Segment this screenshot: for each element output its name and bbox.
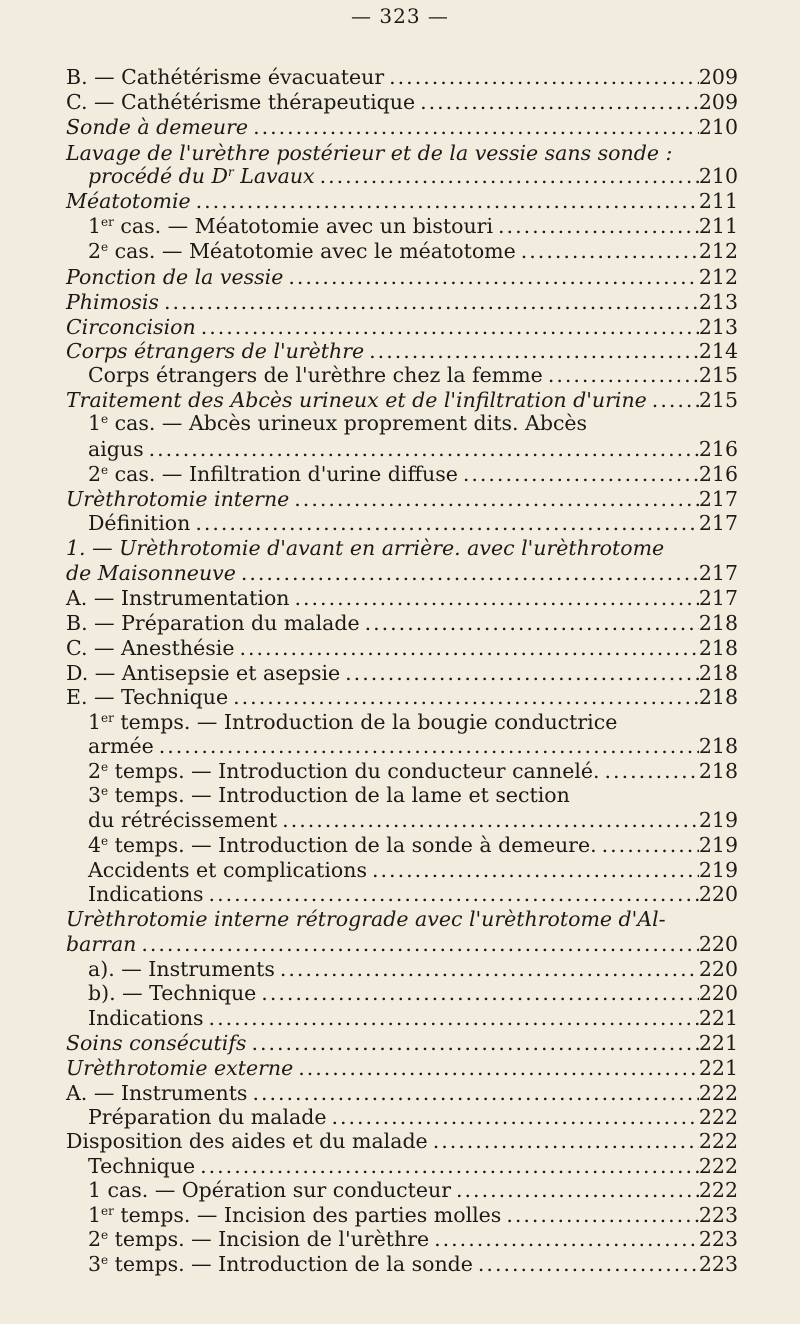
toc-entry-title [66, 289, 159, 315]
dot-leader [191, 188, 699, 214]
toc-page-number: 209 [698, 90, 738, 114]
toc-entry-title [88, 807, 277, 833]
dot-leader [195, 1153, 699, 1179]
entry-text-tail: cas. — Infiltration d'urine diffuse [108, 462, 458, 486]
dot-leader [204, 1005, 699, 1031]
dot-leader [283, 264, 699, 290]
dot-leader [473, 1251, 699, 1277]
entry-text-tail: temps. — Incision de l'urèthre [108, 1227, 430, 1251]
toc-page-number: 212 [698, 265, 738, 289]
entry-text: 1 [88, 1203, 102, 1227]
dot-leader [597, 832, 699, 858]
entry-text: 3 [88, 783, 102, 807]
entry-text: a). — Instruments [88, 957, 275, 981]
entry-text: 2 [88, 1227, 102, 1251]
dot-leader [458, 461, 699, 487]
toc-entry-title [88, 436, 144, 462]
toc-entry-title [88, 758, 600, 784]
toc-entry [88, 807, 738, 833]
entry-text: B. — Préparation du malade [66, 611, 360, 635]
dot-leader [451, 1177, 699, 1203]
entry-text: barran [66, 932, 137, 956]
ordinal-superscript: e [101, 240, 109, 254]
entry-text: Circoncision [66, 315, 196, 339]
toc-page-number: 219 [698, 858, 738, 882]
toc-entry [88, 362, 738, 388]
toc-entry-title [66, 1030, 246, 1056]
toc-page-number: 214 [698, 339, 738, 363]
dot-leader [248, 114, 699, 140]
toc-entry [66, 560, 738, 586]
entry-text: Soins consécutifs [66, 1031, 247, 1055]
toc-entry [66, 486, 738, 512]
ordinal-superscript: e [101, 760, 109, 774]
entry-text: A. — Instruments [66, 1081, 248, 1105]
toc-entry-title [66, 931, 136, 957]
entry-text: Technique [88, 1154, 196, 1178]
entry-text: Corps étrangers de l'urèthre [66, 339, 365, 363]
entry-text-tail: temps. — Incision des parties molles [113, 1203, 502, 1227]
toc-entry [66, 610, 738, 636]
dot-leader [228, 684, 699, 710]
toc-page-number: 223 [698, 1252, 738, 1276]
toc-entry-title [66, 64, 384, 90]
toc-entry-title [66, 338, 364, 364]
entry-text: Sonde à demeure [66, 115, 249, 139]
toc-page-number: 211 [698, 214, 738, 238]
toc-entry-title [88, 1153, 195, 1179]
toc-entry [88, 1226, 738, 1252]
toc-page-number: 210 [698, 115, 738, 139]
ordinal-superscript: e [101, 784, 109, 798]
dot-leader [234, 635, 698, 661]
toc-entry [88, 163, 738, 189]
dot-leader [277, 807, 699, 833]
toc-page-number: 222 [698, 1178, 738, 1202]
toc-page-number: 220 [698, 957, 738, 981]
entry-text: 3 [88, 1252, 102, 1276]
toc-page-number: 222 [698, 1081, 738, 1105]
toc-entry [88, 1177, 738, 1203]
toc-entry [88, 733, 738, 759]
entry-text: B. — Cathétérisme évacuateur [66, 65, 385, 89]
toc-entry [88, 1202, 738, 1228]
dot-leader [204, 881, 699, 907]
entry-text-tail: cas. — Méatotomie avec un bistouri [113, 214, 494, 238]
entry-text: Phimosis [66, 290, 159, 314]
toc-entry [88, 832, 738, 858]
toc-page-number: 222 [698, 1154, 738, 1178]
toc-entry-line [66, 535, 738, 561]
entry-text-tail: cas. — Abcès urineux proprement dits. Abcès [108, 411, 588, 435]
entry-text-tail: temps. — Introduction du conducteur cannelé. [108, 759, 600, 783]
toc-page-number: 213 [698, 315, 738, 339]
entry-text: Accidents et complications [88, 858, 368, 882]
toc-page-number: 215 [698, 388, 738, 412]
toc-entry-title [66, 314, 196, 340]
dot-leader [600, 758, 699, 784]
dot-leader [136, 931, 698, 957]
entry-text: 2 [88, 462, 102, 486]
entry-text: 4 [88, 833, 102, 857]
toc-page-number: 217 [698, 561, 738, 585]
entry-text: C. — Cathétérisme thérapeutique [66, 90, 416, 114]
toc-entry [88, 238, 738, 264]
toc-entry-title [88, 213, 493, 239]
toc-entry-line [66, 906, 738, 932]
dot-leader [190, 510, 699, 536]
toc-entry-title [66, 585, 290, 611]
entry-text: 1. — Urèthrotomie d'avant en arrière. avec l'urèthrotome [66, 536, 665, 560]
entry-text: Urèthrotomie interne [66, 487, 290, 511]
toc-entry [88, 857, 738, 883]
toc-entry-title [66, 660, 340, 686]
toc-page-number: 217 [698, 511, 738, 535]
toc-entry-title [66, 684, 228, 710]
toc-page-number: 222 [698, 1105, 738, 1129]
toc-entry-title [88, 1177, 451, 1203]
ordinal-superscript: e [101, 834, 109, 848]
toc-entry-title [66, 114, 248, 140]
ordinal-superscript: er [101, 711, 114, 725]
dot-leader [501, 1202, 699, 1228]
dot-leader [315, 163, 699, 189]
entry-text: de Maisonneuve [66, 561, 236, 585]
entry-text: Disposition des aides et du malade [66, 1129, 428, 1153]
toc-entry-title [66, 1055, 293, 1081]
toc-entry-title [66, 635, 234, 661]
toc-entry [88, 881, 738, 907]
dot-leader [364, 338, 699, 364]
toc-entry [66, 114, 738, 140]
toc-entry [88, 213, 738, 239]
toc-entry [66, 64, 738, 90]
toc-entry [66, 1055, 738, 1081]
entry-text: aigus [88, 437, 144, 461]
entry-text: 1 cas. — Opération sur conducteur [88, 1178, 452, 1202]
toc-entry [66, 89, 738, 115]
ordinal-superscript: e [101, 1228, 109, 1242]
toc-entry [88, 1251, 738, 1277]
toc-entry-title [66, 560, 236, 586]
toc-page-number: 216 [698, 437, 738, 461]
ordinal-superscript: er [101, 215, 114, 229]
toc-entry [88, 1104, 738, 1130]
toc-entry [66, 264, 738, 290]
toc-page-number: 218 [698, 611, 738, 635]
toc-entry-title [66, 188, 191, 214]
entry-text: Corps étrangers de l'urèthre chez la femme [88, 363, 543, 387]
ordinal-superscript: r [227, 165, 234, 179]
dot-leader [493, 213, 699, 239]
toc-entry-title [88, 980, 256, 1006]
entry-text: 1 [88, 411, 102, 435]
toc-entry [66, 585, 738, 611]
dot-leader [326, 1104, 698, 1130]
entry-text: Urèthrotomie externe [66, 1056, 294, 1080]
toc-entry-title [88, 510, 190, 536]
toc-entry-line [88, 709, 738, 735]
dot-leader [154, 733, 699, 759]
toc-entry-title [88, 1226, 429, 1252]
entry-text: E. — Technique [66, 685, 229, 709]
dot-leader [159, 289, 699, 315]
dot-leader [144, 436, 699, 462]
toc-page-number: 210 [698, 164, 738, 188]
entry-text-tail: temps. — Introduction de la bougie conductrice [113, 710, 618, 734]
toc-page-number: 220 [698, 932, 738, 956]
toc-entry-line [88, 410, 738, 436]
dot-leader [384, 64, 699, 90]
dot-leader [516, 238, 699, 264]
toc-page-number: 220 [698, 882, 738, 906]
dot-leader [429, 1226, 699, 1252]
dot-leader [293, 1055, 699, 1081]
entry-text: Indications [88, 882, 204, 906]
toc-entry-title [66, 486, 289, 512]
toc-entry [66, 314, 738, 340]
toc-page-number: 218 [698, 661, 738, 685]
toc-page-number: 221 [698, 1031, 738, 1055]
entry-text-tail: temps. — Introduction de la sonde à demeure. [108, 833, 597, 857]
entry-text: A. — Instrumentation [66, 586, 290, 610]
entry-text: Ponction de la vessie [66, 265, 284, 289]
toc-page-number: 218 [698, 685, 738, 709]
toc-entry [66, 289, 738, 315]
toc-entry-title [66, 264, 283, 290]
dot-leader [196, 314, 699, 340]
toc-entry [66, 635, 738, 661]
toc-entry [66, 1128, 738, 1154]
entry-text: 2 [88, 239, 102, 263]
toc-entry [88, 1153, 738, 1179]
toc-page-number: 219 [698, 808, 738, 832]
ordinal-superscript: er [101, 1204, 114, 1218]
toc-page-number: 219 [698, 833, 738, 857]
toc-entry-title [88, 362, 543, 388]
entry-text: Indications [88, 1006, 204, 1030]
entry-text-tail: Lavaux [233, 164, 315, 188]
entry-text: procédé du D [88, 164, 228, 188]
toc-page-number: 216 [698, 462, 738, 486]
toc-entry-title [66, 89, 415, 115]
toc-page-number: 217 [698, 586, 738, 610]
toc-entry-line [88, 782, 738, 808]
toc-page-number: 221 [698, 1006, 738, 1030]
entry-text: C. — Anesthésie [66, 636, 235, 660]
toc-entry [66, 684, 738, 710]
dot-leader [360, 610, 699, 636]
toc-entry-title [66, 610, 360, 636]
toc-entry-title [88, 733, 154, 759]
ordinal-superscript: e [101, 463, 109, 477]
entry-text: armée [88, 734, 154, 758]
dot-leader [290, 585, 699, 611]
toc-page-number: 218 [698, 636, 738, 660]
toc-page-number: 221 [698, 1056, 738, 1080]
dot-leader [367, 857, 699, 883]
toc-page-number: 218 [698, 734, 738, 758]
toc-page-number: 222 [698, 1129, 738, 1153]
entry-text: 1 [88, 214, 102, 238]
toc-entry [66, 338, 738, 364]
dot-leader [256, 980, 699, 1006]
entry-text: du rétrécissement [88, 808, 278, 832]
entry-text: Définition [88, 511, 191, 535]
dot-leader [543, 362, 699, 388]
toc-page-number: 223 [698, 1227, 738, 1251]
toc-entry [66, 1080, 738, 1106]
toc-entry [66, 188, 738, 214]
toc-entry-title [88, 857, 367, 883]
ordinal-superscript: e [101, 1253, 109, 1267]
toc-entry-title [66, 1080, 247, 1106]
toc-entry-title [88, 956, 275, 982]
entry-text: 1 [88, 710, 102, 734]
toc-page-number: 213 [698, 290, 738, 314]
toc-page-number: 220 [698, 981, 738, 1005]
toc-entry-title [88, 163, 315, 189]
toc-entry [88, 436, 738, 462]
dot-leader [247, 1080, 698, 1106]
toc-entry-title [88, 238, 516, 264]
entry-text-tail: temps. — Introduction de la lame et section [108, 783, 570, 807]
dot-leader [275, 956, 699, 982]
toc-page-number: 212 [698, 239, 738, 263]
dot-leader [340, 660, 699, 686]
toc-entry [88, 980, 738, 1006]
toc-page-number: 209 [698, 65, 738, 89]
toc-entry-title [88, 461, 458, 487]
entry-text: Urèthrotomie interne rétrograde avec l'urèthrotome d'Al- [66, 907, 666, 931]
toc-page-number: 218 [698, 759, 738, 783]
toc-entry [66, 1030, 738, 1056]
dot-leader [289, 486, 699, 512]
page-number-header: — 323 — [351, 4, 449, 28]
toc-entry [88, 510, 738, 536]
toc-entry [88, 1005, 738, 1031]
entry-text: Lavage de l'urèthre postérieur et de la vessie sans sonde : [66, 141, 673, 165]
toc-entry [88, 956, 738, 982]
toc-entry [88, 461, 738, 487]
toc-entry-title [88, 832, 597, 858]
entry-text: 2 [88, 759, 102, 783]
toc-entry [88, 758, 738, 784]
toc-page-number: 223 [698, 1203, 738, 1227]
entry-text: Traitement des Abcès urineux et de l'infiltration d'urine [66, 388, 647, 412]
toc-entry-title [88, 881, 204, 907]
toc-entry-title [88, 1104, 326, 1130]
toc-entry [66, 931, 738, 957]
ordinal-superscript: e [101, 412, 109, 426]
entry-text-tail: temps. — Introduction de la sonde [108, 1252, 473, 1276]
dot-leader [428, 1128, 699, 1154]
toc-entry [66, 660, 738, 686]
dot-leader [246, 1030, 698, 1056]
entry-text: b). — Technique [88, 981, 257, 1005]
dot-leader [415, 89, 699, 115]
toc-entry-title [88, 1251, 473, 1277]
toc-entry-title [88, 1202, 501, 1228]
entry-text: Méatotomie [66, 189, 191, 213]
dot-leader [236, 560, 699, 586]
toc-page-number: 217 [698, 487, 738, 511]
toc-page-number: 211 [698, 189, 738, 213]
entry-text: Préparation du malade [88, 1105, 327, 1129]
entry-text-tail: cas. — Méatotomie avec le méatotome [108, 239, 516, 263]
toc-entry-title [88, 1005, 204, 1031]
toc-entry-title [66, 1128, 428, 1154]
entry-text: D. — Antisepsie et asepsie [66, 661, 341, 685]
toc-page-number: 215 [698, 363, 738, 387]
